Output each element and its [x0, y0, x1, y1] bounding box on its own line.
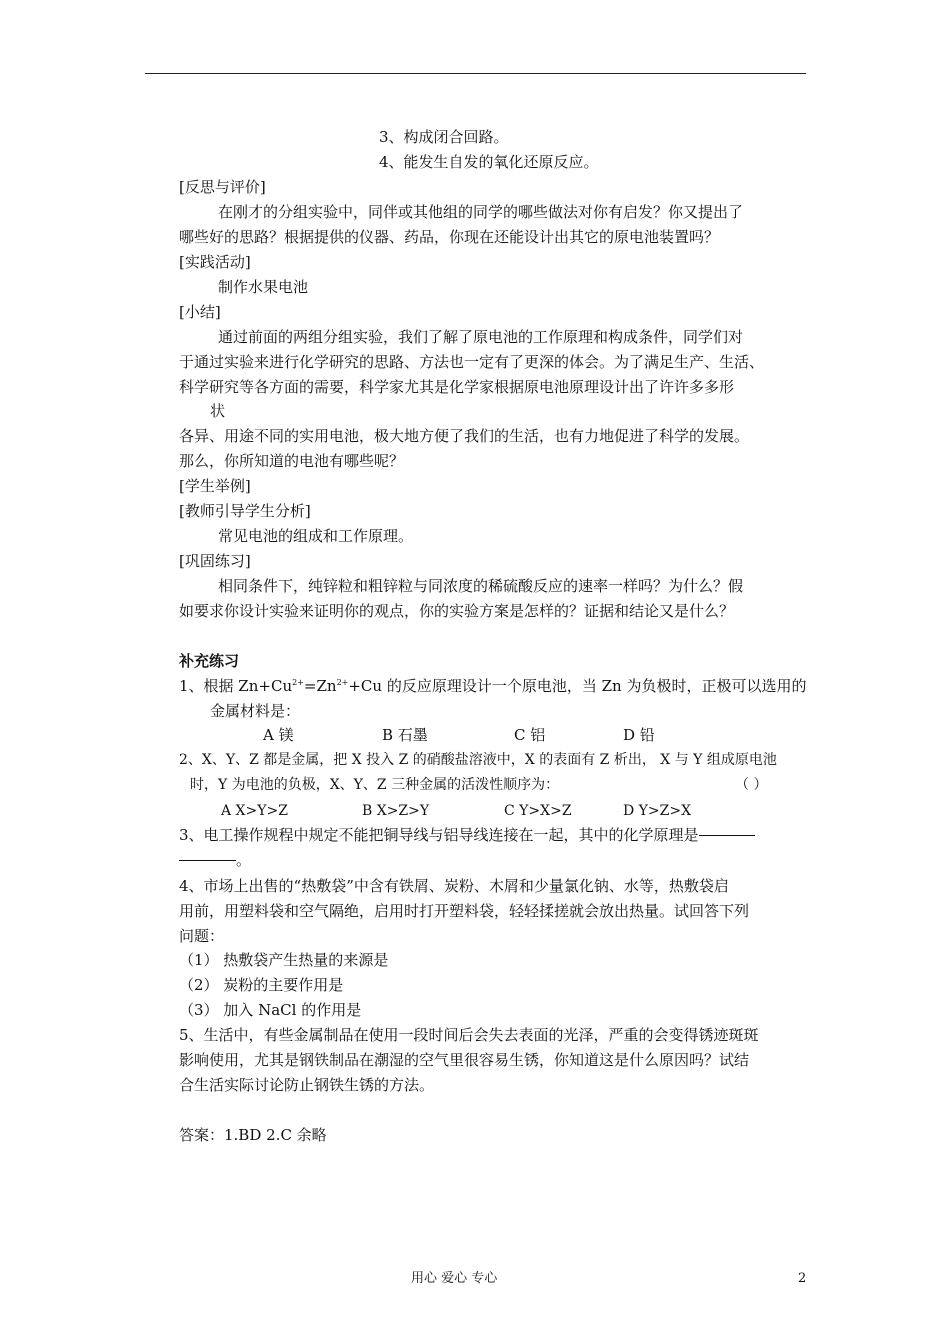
text-line: 相同条件下，纯锌粒和粗锌粒与同浓度的稀硫酸反应的速率一样吗？为什么？假	[218, 577, 744, 595]
option: C 铝	[514, 726, 546, 744]
option: A X>Y>Z	[221, 803, 288, 819]
option: A 镁	[263, 726, 294, 744]
text-line: 用前，用塑料袋和空气隔绝，启用时打开塑料袋，轻轻揉搓就会放出热量。试回答下列	[179, 902, 750, 920]
answer-key: 答案：1.BD 2.C 余略	[179, 1126, 327, 1144]
option: B X>Z>Y	[362, 803, 430, 819]
text-line: 如要求你设计实验来证明你的观点，你的实验方案是怎样的？证据和结论又是什么？	[179, 602, 735, 620]
text-line: 3、构成闭合回路。	[379, 128, 509, 146]
answer-bracket: （ ）	[735, 777, 768, 793]
option: D 铅	[623, 726, 655, 744]
text-line: 4、能发生自发的氧化还原反应。	[379, 153, 599, 171]
text-line: 通过前面的两组分组实验，我们了解了原电池的工作原理和构成条件，同学们对	[218, 328, 744, 346]
section-heading: [小结]	[179, 303, 221, 321]
answer-blank	[179, 860, 236, 861]
question-3: 3、电工操作规程中规定不能把铜导线与铝导线连接在一起，其中的化学原理是	[179, 825, 755, 845]
text-line: 。	[179, 850, 251, 870]
sub-question: （3） 加入 NaCl 的作用是	[179, 1001, 362, 1019]
text-line: 那么，你所知道的电池有哪些呢？	[179, 452, 405, 470]
section-heading: [巩固练习]	[179, 552, 251, 570]
section-heading: [学生举例]	[179, 477, 251, 495]
exercise-heading: 补充练习	[179, 652, 240, 670]
header-rule	[145, 73, 806, 74]
section-heading: [反思与评价]	[179, 178, 266, 196]
question-4: 4、市场上出售的“热敷袋”中含有铁屑、炭粉、木屑和少量氯化钠、水等，热敷袋启	[179, 877, 729, 895]
text-line: 制作水果电池	[218, 278, 309, 296]
text-line: 在刚才的分组实验中，同伴或其他组的同学的哪些做法对你有启发？你又提出了	[218, 203, 744, 221]
option: D Y>Z>X	[623, 803, 692, 819]
text-line: 各异、用途不同的实用电池，极大地方便了我们的生活，也有力地促进了科学的发展。	[179, 427, 750, 445]
text-line: 金属材料是：	[210, 702, 301, 720]
text-line: 合生活实际讨论防止钢铁生锈的方法。	[179, 1076, 435, 1094]
text-line: 哪些好的思路？根据提供的仪器、药品，你现在还能设计出其它的原电池装置吗？	[179, 228, 720, 246]
text-line: 常见电池的组成和工作原理。	[218, 527, 414, 545]
option: B 石墨	[382, 726, 428, 744]
text-line: 影响使用，尤其是钢铁制品在潮湿的空气里很容易生锈，你知道这是什么原因吗？试结	[179, 1051, 750, 1069]
question-1: 1、根据 $Zn+Cu^{2+}=Zn^{2+}+Cu$ 的反应原理设计一个原电池，当 Zn 为负极时，正极可以选用的	[179, 677, 807, 695]
sub-question: （2） 炭粉的主要作用是	[179, 976, 344, 994]
text-line: 问题：	[179, 927, 225, 945]
text-line: 科学研究等各方面的需要，科学家尤其是化学家根据原电池原理设计出了许许多多形	[179, 378, 735, 396]
question-2: 2、X、Y、Z 都是金属，把 X 投入 Z 的硝酸盐溶液中，X 的表面有 Z 析出， X 与 Y 组成原电池	[179, 752, 777, 768]
text-line: 于通过实验来进行化学研究的思路、方法也一定有了更深的体会。为了满足生产、生活、	[179, 353, 765, 371]
answer-blank	[699, 835, 755, 836]
footer-motto: 用心 爱心 专心	[411, 1271, 498, 1286]
section-heading: [教师引导学生分析]	[179, 502, 311, 520]
sub-question: （1） 热敷袋产生热量的来源是	[179, 951, 389, 969]
text-line: 时，Y 为电池的负极，X、Y、Z 三种金属的活泼性顺序为：	[190, 777, 560, 793]
section-heading: [实践活动]	[179, 253, 251, 271]
text-line: 状	[210, 402, 226, 420]
page-number: 2	[798, 1271, 807, 1286]
option: C Y>X>Z	[504, 803, 572, 819]
question-5: 5、生活中，有些金属制品在使用一段时间后会失去表面的光泽，严重的会变得锈迹斑斑	[179, 1026, 759, 1044]
